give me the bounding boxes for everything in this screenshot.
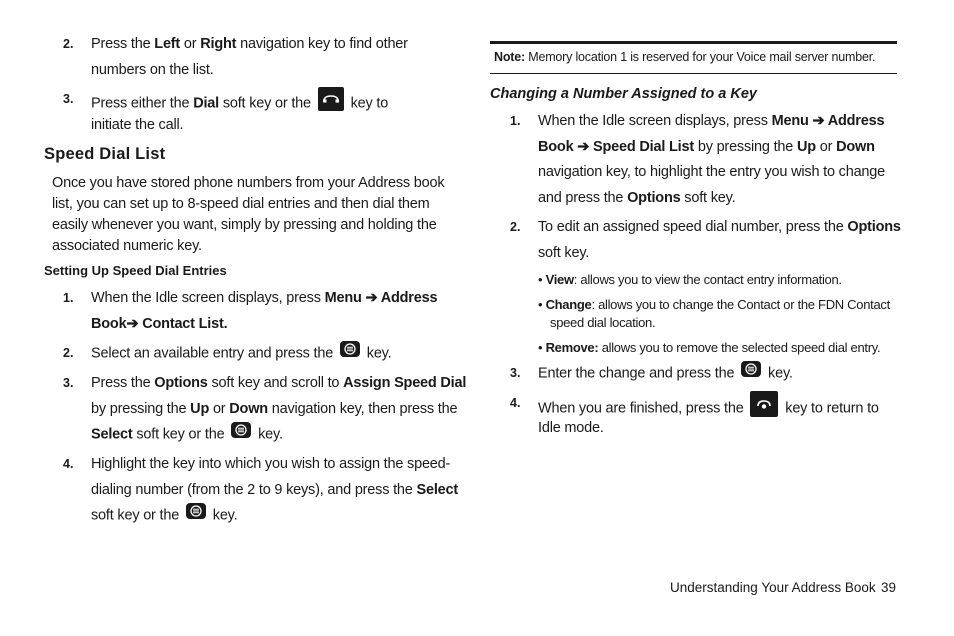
subsection-heading: Changing a Number Assigned to a Key (490, 86, 757, 102)
step-text: by pressing the Up or Down navigation key, then press the (91, 401, 458, 417)
send-key-icon (318, 87, 344, 121)
bullet-item: • Remove: allows you to remove the selected speed dial entry. (538, 340, 881, 355)
bullet-item-continuation: speed dial location. (550, 315, 656, 330)
step-text: dialing number (from the 2 to 9 keys), and press the Select (91, 482, 459, 498)
step-number: 1. (63, 291, 74, 305)
step-text: Enter the change and press the key. (538, 361, 793, 387)
section-heading: Speed Dial List (44, 145, 166, 163)
note-rule-bottom (490, 73, 897, 74)
end-key-icon (750, 391, 778, 427)
step-text: initiate the call. (91, 117, 184, 133)
step-number: 1. (510, 114, 521, 128)
step-number: 4. (510, 396, 521, 410)
step-text: Select soft key or the key. (91, 422, 283, 448)
step-text: numbers on the list. (91, 62, 214, 78)
bullet-item: • View: allows you to view the contact entry information. (538, 272, 842, 287)
intro-line: Once you have stored phone numbers from your Address book (52, 175, 445, 191)
note-box: Note: Memory location 1 is reserved for your Voice mail server number. (494, 50, 876, 64)
step-text: soft key or the key. (91, 503, 237, 529)
intro-paragraph (52, 173, 444, 257)
intro-line: list, you can set up to 8-speed dial entries and then dial them (52, 196, 430, 212)
step-text: Book ➔ Speed Dial List by pressing the Up or Down (538, 139, 875, 155)
step-text: Press either the Dial soft key or the key to (91, 87, 388, 121)
step-text: Idle mode. (538, 420, 604, 436)
intro-line: easily whenever you want, simply by pressing and holding the (52, 217, 437, 233)
ok-key-icon (186, 503, 206, 529)
step-number: 3. (510, 366, 521, 380)
step-text: When you are finished, press the key to return to (538, 391, 879, 427)
step-number: 2. (63, 37, 74, 51)
bullet-item: • Change: allows you to change the Contact or the FDN Contact (538, 297, 890, 312)
step-number: 3. (63, 92, 74, 106)
ok-key-icon (231, 422, 251, 448)
intro-line: associated numeric key. (52, 238, 202, 254)
step-text: Press the Options soft key and scroll to Assign Speed Dial (91, 375, 467, 391)
ok-key-icon (741, 361, 761, 387)
step-text: soft key. (538, 245, 590, 261)
step-number: 2. (510, 220, 521, 234)
step-text: When the Idle screen displays, press Menu ➔ Address (538, 113, 885, 129)
step-text: When the Idle screen displays, press Menu ➔ Address (91, 290, 438, 306)
step-text: Highlight the key into which you wish to assign the speed- (91, 456, 451, 472)
step-number: 2. (63, 346, 74, 360)
step-text: and press the Options soft key. (538, 190, 736, 206)
footer-section-title: Understanding Your Address Book (670, 580, 876, 595)
subsection-heading: Setting Up Speed Dial Entries (44, 263, 227, 278)
step-text: Book➔ Contact List. (91, 316, 228, 332)
note-rule-top (490, 41, 897, 44)
step-text: Select an available entry and press the key. (91, 341, 391, 367)
step-text: Press the Left or Right navigation key to find other (91, 36, 408, 52)
step-number: 3. (63, 376, 74, 390)
step-number: 4. (63, 457, 74, 471)
step-text: navigation key, to highlight the entry you wish to change (538, 164, 886, 180)
step-text: To edit an assigned speed dial number, press the Options (538, 219, 901, 235)
ok-key-icon (340, 341, 360, 367)
page-number: 39 (881, 580, 897, 595)
